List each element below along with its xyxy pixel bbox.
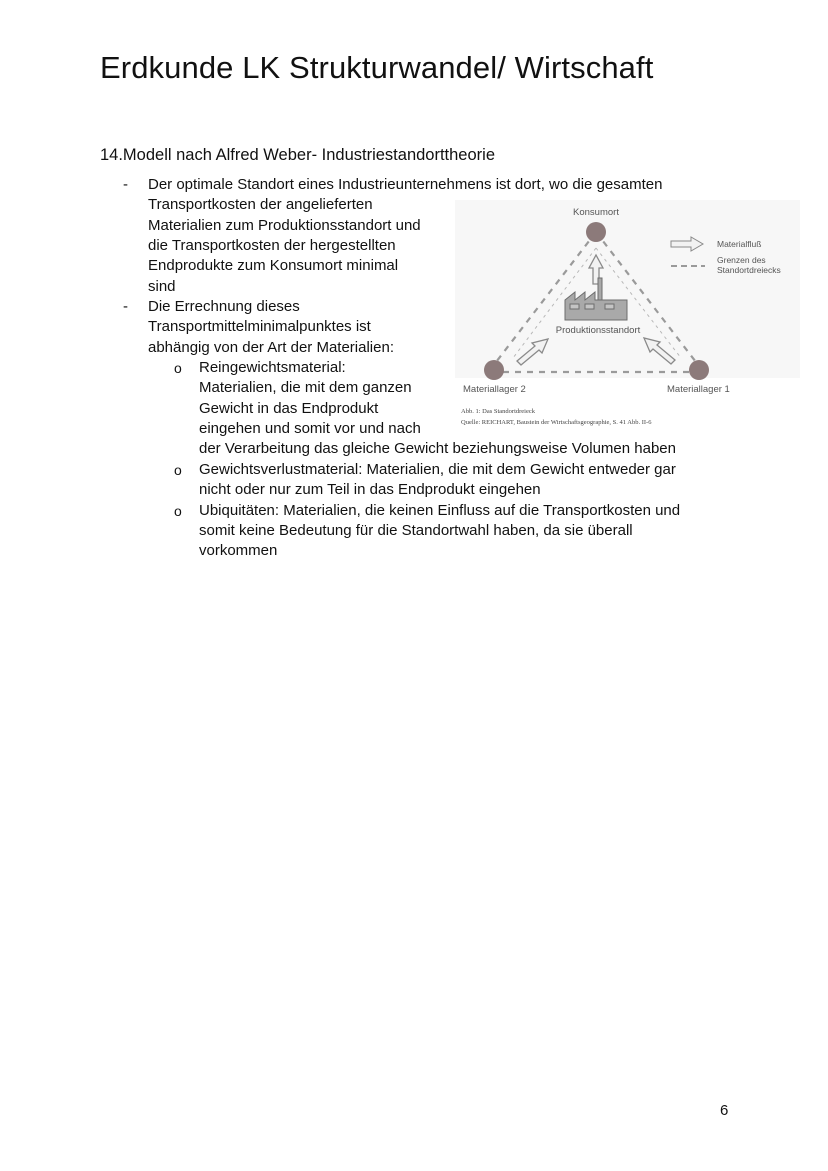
sub3-line: Ubiquitäten: Materialien, die keinen Einfluss auf die Transportkosten und — [199, 502, 681, 519]
sub1-line: Materialien, die mit dem ganzen — [199, 379, 412, 396]
sub1-line: Reingewichtsmaterial: — [199, 359, 346, 376]
legend-bounds-label-line1: Grenzen des — [717, 255, 766, 265]
bullet1-line: Endprodukte zum Konsumort minimal — [148, 257, 399, 274]
label-produktionsstandort: Produktionsstandort — [555, 325, 641, 336]
label-materiallager1: Materiallager 1 — [667, 384, 730, 395]
figure-caption-line1: Abb. 1: Das Standortdreieck — [461, 408, 536, 415]
bullet1-line: sind — [148, 278, 176, 295]
bullet2-line: abhängig von der Art der Materialien: — [148, 339, 394, 356]
sub2-line: nicht oder nur zum Teil in das Endprodukt eingehen — [199, 481, 541, 498]
legend-flow-label: Materialfluß — [717, 239, 762, 249]
bullet-marker: - — [123, 298, 128, 315]
sub-bullet-marker: o — [174, 360, 182, 376]
sub1-line: Gewicht in das Endprodukt — [199, 400, 379, 417]
bullet1-line: die Transportkosten der hergestellten — [148, 237, 396, 254]
materiallager1-dot — [689, 360, 709, 380]
page-number: 6 — [720, 1102, 729, 1119]
sub3-line: somit keine Bedeutung für die Standortwahl haben, da sie überall — [199, 522, 633, 539]
bullet2-line: Die Errechnung dieses — [148, 298, 300, 315]
location-triangle-figure — [455, 200, 800, 432]
section-heading: 14.Modell nach Alfred Weber- Industriestandorttheorie — [100, 146, 496, 164]
sub-bullet-marker: o — [174, 503, 182, 519]
sub1-line: der Verarbeitung das gleiche Gewicht beziehungsweise Volumen haben — [199, 440, 676, 457]
label-materiallager2: Materiallager 2 — [463, 384, 526, 395]
sub2-line: Gewichtsverlustmaterial: Materialien, die mit dem Gewicht entweder gar — [199, 461, 676, 478]
bullet-marker: - — [123, 176, 128, 193]
sub3-line: vorkommen — [199, 542, 278, 559]
bullet2-line: Transportmittelminimalpunktes ist — [148, 318, 371, 335]
bullet1-line: Transportkosten der angelieferten — [148, 196, 373, 213]
materiallager2-dot — [484, 360, 504, 380]
konsumort-dot — [586, 222, 606, 242]
page-title: Erdkunde LK Strukturwandel/ Wirtschaft — [100, 50, 654, 85]
legend-bounds-label-line2: Standortdreiecks — [717, 265, 781, 275]
bullet1-line: Der optimale Standort eines Industrieunternehmens ist dort, wo die gesamten — [148, 176, 663, 193]
figure-caption-line2: Quelle: REICHART, Baustein der Wirtschaftsgeographie, S. 41 Abb. II-6 — [461, 419, 652, 426]
label-konsumort: Konsumort — [573, 207, 619, 218]
bullet1-line: Materialien zum Produktionsstandort und — [148, 217, 421, 234]
sub-bullet-marker: o — [174, 462, 182, 478]
sub1-line: eingehen und somit vor und nach — [199, 420, 421, 437]
